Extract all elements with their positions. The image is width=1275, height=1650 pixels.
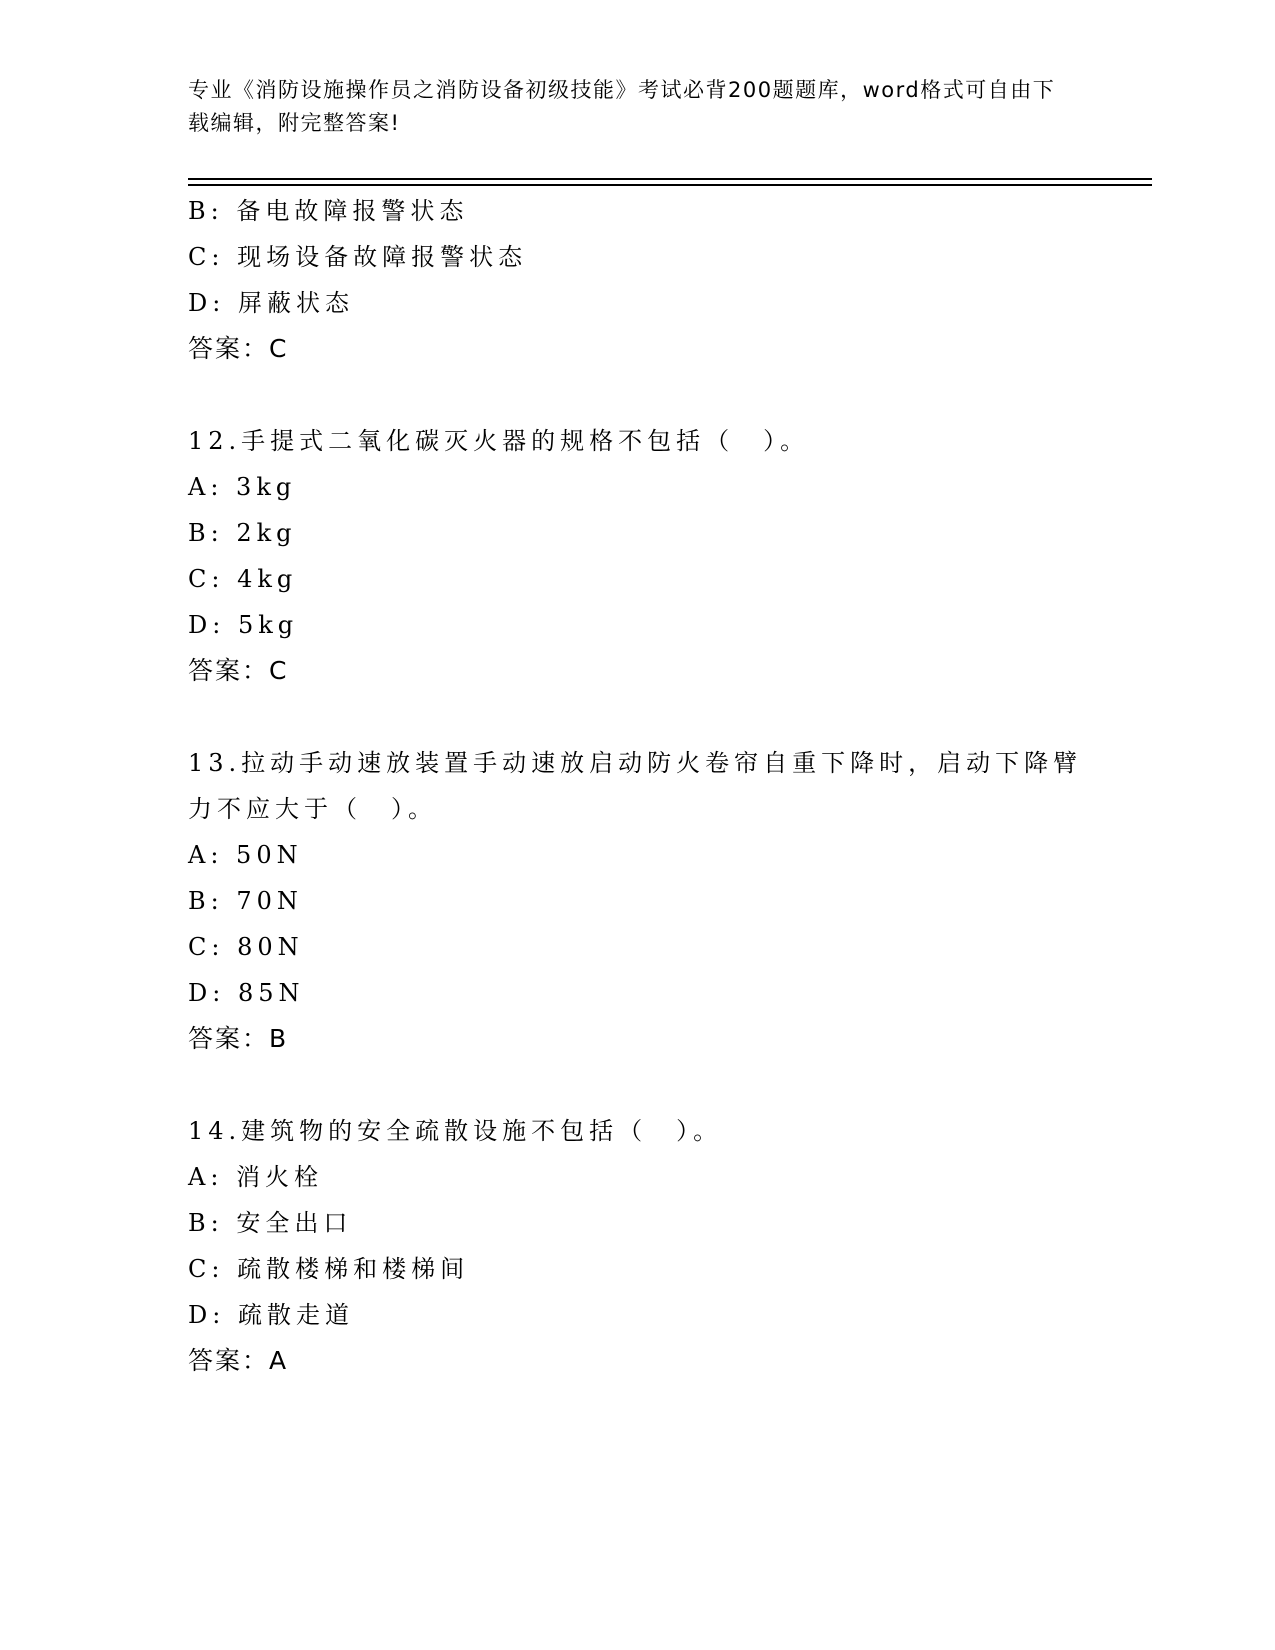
option-d: D: 85N [188,979,305,1007]
question-block-13 [188,740,1088,1062]
option-c: C: 80N [188,933,304,961]
answer-line: 答案：A [188,1346,289,1375]
option-c: C: 现场设备故障报警状态 [188,243,528,271]
option-b: B: 安全出口 [188,1209,353,1237]
option-d: D: 屏蔽状态 [188,289,354,317]
spacer [188,372,1088,418]
option-b: B: 70N [188,887,303,915]
question-content [188,188,1088,1384]
spacer [188,694,1088,740]
question-text: 12.手提式二氧化碳灭火器的规格不包括（ ）。 [188,427,810,455]
option-a: A: 消火栓 [188,1163,324,1191]
option-b: B: 2kg [188,519,297,547]
option-a: A: 3kg [188,473,297,501]
answer-line: 答案：C [188,656,289,685]
document-header: 专业《消防设施操作员之消防设备初级技能》考试必背200题题库，word格式可自由下载编辑，附完整答案! [188,78,1056,135]
question-text: 13.拉动手动速放装置手动速放启动防火卷帘自重下降时，启动下降臂力不应大于（ ）。 [188,749,1083,823]
spacer [188,1062,1088,1108]
option-d: D: 疏散走道 [188,1301,354,1329]
answer-line: 答案：B [188,1024,289,1053]
header-divider-bottom [188,184,1152,186]
option-a: A: 50N [188,841,303,869]
option-b: B: 备电故障报警状态 [188,197,469,225]
option-c: C: 4kg [188,565,298,593]
answer-line: 答案：C [188,334,289,363]
header-divider-top [188,178,1152,180]
question-block-12 [188,418,1088,694]
question-block-14 [188,1108,1088,1384]
option-c: C: 疏散楼梯和楼梯间 [188,1255,470,1283]
question-text: 14.建筑物的安全疏散设施不包括（ ）。 [188,1117,723,1145]
option-d: D: 5kg [188,611,299,639]
partial-question-block [188,188,1088,372]
